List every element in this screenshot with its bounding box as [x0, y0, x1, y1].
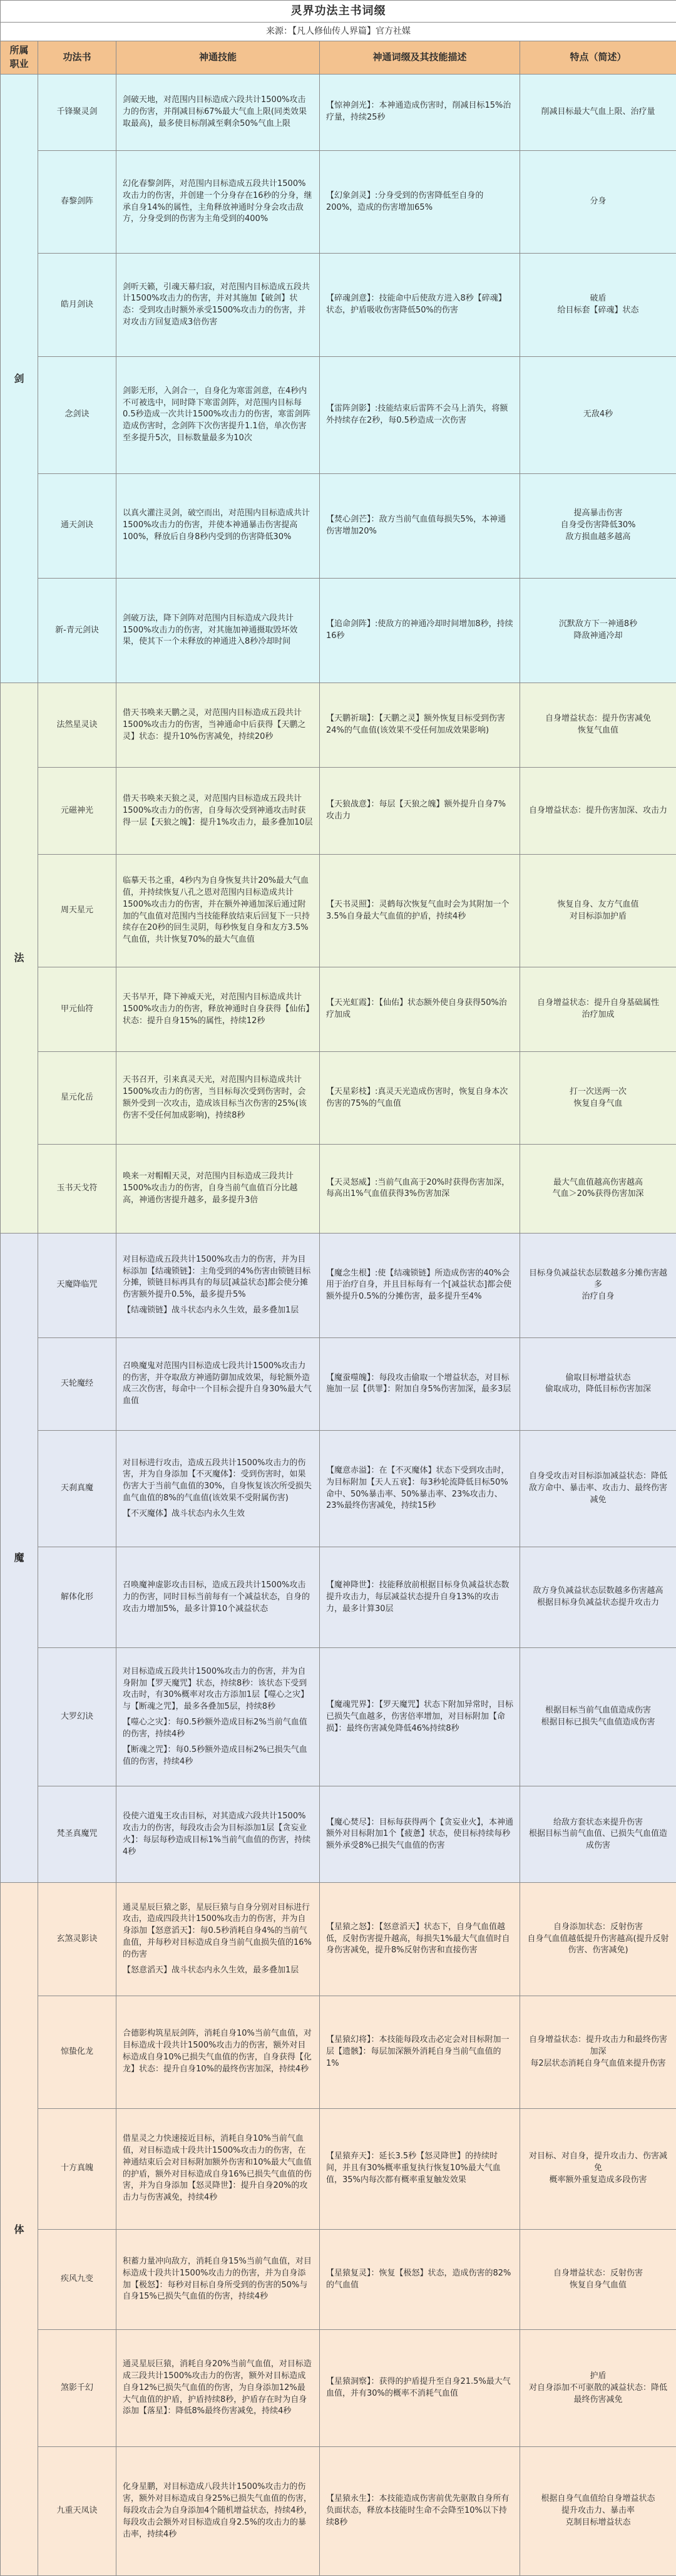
effect-line: 无敌4秒 [583, 410, 613, 420]
affix-description: 【天狼战意】：每层【天狼之魄】额外提升自身7%攻击力 [320, 768, 520, 855]
effect-summary [520, 2446, 676, 2575]
effect-summary [520, 1052, 676, 1145]
effect-line: 治疗加成 [581, 1010, 615, 1020]
effect-summary [520, 1145, 676, 1234]
table-row [1, 1145, 676, 1234]
effect-line: 对目标、对自身，提升攻击力、伤害减免 [529, 2151, 668, 2173]
affix-description: 【星猿永生】：本技能造成伤害前优先驱散自身所有负面状态，释放本技能时生命不会降至10%以下持续8秒 [320, 2446, 520, 2575]
skill-main-text: 剑破万法，降下剑阵对范围内目标造成六段共计1500%攻击力的伤害，对其施加神通摄取毁坏效果，使其下一个未释放的神通进入8秒冷却时间 [123, 613, 298, 647]
effect-line: 根据目标已损失气血值造成伤害 [541, 1718, 655, 1728]
book-name: 法然星灵诀 [38, 683, 116, 768]
skill-description [116, 1233, 320, 1337]
effect-line: 自身增益状态：提升自身基础属性 [537, 998, 660, 1008]
table-row [1, 1337, 676, 1430]
skill-extra-text: 【断魂之咒】：每0.5秒额外造成目标2%已损失气血值的伤害，持续4秒 [123, 1744, 307, 1766]
effect-line: 偷取目标增益状态 [565, 1373, 631, 1383]
book-name: 新-青元剑诀 [38, 578, 116, 683]
effect-line: 提高暴击伤害 [573, 508, 623, 518]
class-cell: 体 [1, 1883, 38, 2576]
effect-line: 克制目标增益状态 [565, 2517, 631, 2527]
book-name: 疾风九变 [38, 2229, 116, 2330]
effect-line: 自身添加状态：反射伤害 [553, 1922, 643, 1932]
table-row [1, 74, 676, 150]
effect-line: 根据自身气血值给自身增益状态 [541, 2494, 655, 2504]
effect-summary [520, 683, 676, 768]
effect-summary [520, 473, 676, 578]
effect-line: 敌方损血越多越高 [565, 532, 631, 542]
book-name: 春黎剑阵 [38, 150, 116, 254]
book-name: 天刹真魔 [38, 1430, 116, 1547]
affix-description: 【幻象剑灵】:分身受到的伤害降低至自身的200%，造成的伤害增加65% [320, 150, 520, 254]
skill-main-text: 化身星鹏，对目标造成八段共计1500%攻击力的伤害，额外对目标造成自身25%已损失气血值的伤害，每段攻击会为自身添加4个随机增益状态，持续4秒，每段攻击会额外对目标造成自身2.5%的攻击力的暴击率，持续4秒 [123, 2482, 312, 2539]
book-name: 甲元仙符 [38, 967, 116, 1052]
effect-summary [520, 357, 676, 474]
header-effect: 特点（简述） [520, 41, 676, 75]
class-cell: 剑 [1, 74, 38, 683]
effect-summary [520, 1337, 676, 1430]
header-class: 所属职业 [1, 41, 38, 75]
affix-description: 【星猿复灵】：恢复【极怒】状态，造成伤害的82%的气血值 [320, 2229, 520, 2330]
affix-description: 【天灵怒威】:当前气血高于20%时获得伤害加深，每高出1%气血值获得3%伤害加深 [320, 1145, 520, 1234]
effect-line: 自身增益状态：反射伤害 [553, 2268, 643, 2278]
effect-line: 护盾 [590, 2371, 607, 2381]
affix-description: 【天鹏祈瑞】：【天鹏之灵】额外恢复目标受到伤害24%的气血值(该效果不受任何加成效果影响) [320, 683, 520, 768]
skill-extra-text: 【不灭魔体】战斗状态内永久生效 [123, 1508, 245, 1518]
effect-summary [520, 74, 676, 150]
table-row [1, 768, 676, 855]
effect-line: 敌方身负减益状态层数越多伤害越高 [533, 1586, 663, 1596]
table-row [1, 357, 676, 474]
skill-main-text: 临摹天书之重，4秒内为自身恢复共计20%最大气血值，并持续恢复八孔之恩对范围内目标造成共计1500%攻击力的伤害，并在额外神通加深后通过附加的气血值对范围内当技能释放结束后回复下一只持续存在20秒的回生灵阴，每秒恢复自身和友方3.5%气血值，共计恢复70%的最大气血值 [123, 876, 310, 945]
table-row [1, 2446, 676, 2575]
book-name: 念剑诀 [38, 357, 116, 474]
skill-description [116, 578, 320, 683]
effect-summary [520, 855, 676, 967]
skill-description [116, 357, 320, 474]
book-name: 皓月剑诀 [38, 254, 116, 357]
affix-description: 【天书灵照】：灵鹤每次恢复气血时会为其附加一个3.5%自身最大气血值的护盾，持续4秒 [320, 855, 520, 967]
book-name: 元磁神光 [38, 768, 116, 855]
table-row [1, 2229, 676, 2330]
skill-description [116, 1648, 320, 1786]
table-row [1, 967, 676, 1052]
header-skill: 神通技能 [116, 41, 320, 75]
affix-description: 【星猿之怒】：【怒意滔天】状态下，自身气血值越低，反射伤害提升越高，每损失1%最大气血值时自身伤害减免，提升8%反射伤害和直接伤害 [320, 1883, 520, 1996]
skill-main-text: 通灵星辰巨猿，消耗自身20%当前气血值，对目标造成三段共计1500%攻击力的伤害，额外对目标造成自身12%已损失气血值的伤害，为自身添加12%最大气血值的护盾，护盾持续8秒，护盾存在时为自身添加【落星】：降低8%最终伤害减免，持续4秒 [123, 2359, 312, 2416]
table-row [1, 1996, 676, 2108]
class-cell: 魔 [1, 1233, 38, 1883]
skill-extra-text: 【结魂锁链】战斗状态内永久生效，最多叠加1层 [123, 1306, 299, 1316]
skill-main-text: 借星灵之力快速接近目标，消耗自身10%当前气血值，对目标造成十段共计1500%攻击力的伤害，在神通结束后会对目标附加额外伤害和10%最大气血值的护盾，额外对目标造成自身16%已损失气血值的伤害，并为自身添加【怒灵降世】：提升自身20%的攻击力与伤害减免，持续4秒 [123, 2134, 312, 2203]
skill-description [116, 1052, 320, 1145]
book-name: 九重天凤诀 [38, 2446, 116, 2575]
effect-summary [520, 578, 676, 683]
skill-description [116, 1996, 320, 2108]
book-name: 惊蛰化龙 [38, 1996, 116, 2108]
table-row [1, 254, 676, 357]
effect-summary [520, 2330, 676, 2447]
effect-line: 气血＞20%获得伤害加深 [552, 1189, 644, 1199]
effect-line: 自身受伤害降低30% [560, 520, 636, 530]
skill-main-text: 通灵星辰巨猿之影，星辰巨猿与自身分别对目标进行攻击，造成四段共计1500%攻击力的伤害，并为自身添加【怒意滔天】：每0.5秒消耗自身4%的当前气血值，并每秒对目标造成自身当前气血损失值的16%的伤害 [123, 1902, 312, 1959]
affix-description: 【魔蚕噬魄】：每段攻击偷取一个增益状态，对目标施加一层【供罪】：附加自身5%伤害加深，最多3层 [320, 1337, 520, 1430]
table-row [1, 1052, 676, 1145]
skill-main-text: 剑破天地，对范围内目标造成六段共计1500%攻击力的伤害，并削减目标67%最大气血上限(同类效果取最高)，最多使目标削减至剩余50%气血上限 [123, 95, 307, 128]
effect-line: 自身受攻击对目标添加减益状态：降低敌方命中、暴击率、攻击力、最终伤害减免 [529, 1471, 668, 1505]
skill-description [116, 1337, 320, 1430]
effect-line: 根据目标当前气血值造成伤害 [545, 1706, 652, 1716]
sheet-title: 灵界功法主书词缀 [1, 1, 676, 23]
effect-line: 恢复自身、友方气血值 [557, 899, 639, 909]
header-book: 功法书 [38, 41, 116, 75]
table-row [1, 2108, 676, 2229]
book-name: 煞影千幻 [38, 2330, 116, 2447]
affix-description: 【魔神降世】：技能释放前根据目标身负减益状态数提升攻击力，每层减益状态提升自身13%的攻击力，最多计算30层 [320, 1547, 520, 1648]
effect-line: 目标身负减益状态层数越多分摊伤害越多 [529, 1268, 668, 1290]
skill-main-text: 召唤魔神虚影攻击目标，造成五段共计1500%攻击力的伤害，同时目标当前每有一个减益状态，自身的攻击力增加5%，最多计算10个减益状态 [123, 1580, 310, 1614]
affix-description: 【天光虹霞】：【仙佑】状态额外使自身获得50%治疗加成 [320, 967, 520, 1052]
effect-line: 根据目标当前气血值、已损失气血值造成伤害 [529, 1829, 668, 1851]
book-name: 解体化形 [38, 1547, 116, 1648]
effect-line: 自身气血值越低提升伤害越高(提升反射伤害、伤害减免) [527, 1934, 669, 1955]
skill-description [116, 855, 320, 967]
skill-main-text: 役使六道鬼王攻击目标，对其造成六段共计1500%攻击力的伤害，每段攻击会为目标添加1层【贪妄业火】：每层每秒造成目标1%当前气血值的伤害，持续4秒 [123, 1811, 311, 1857]
table-row [1, 1233, 676, 1337]
book-name: 十方真魄 [38, 2108, 116, 2229]
effect-summary [520, 1883, 676, 1996]
skill-extra-text: 【噬心之灾】：每0.5秒额外造成目标2%当前气血值的伤害，持续4秒 [123, 1718, 307, 1739]
skill-description [116, 1145, 320, 1234]
skill-main-text: 剑听天籁，引魂天幕归寂，对范围内目标造成五段共计1500%攻击力的伤害，并对其施加【破剑】状态：受到攻击时额外承受1500%攻击力的伤害，并对攻击方回复造成3倍伤害 [123, 282, 310, 327]
effect-line: 沉默敌方下一神通8秒 [558, 619, 638, 629]
skill-description [116, 683, 320, 768]
affix-description: 【魔魂咒界】：【罗天魔咒】状态下附加异常时，目标已损失气血越多，伤害倍率增加，对目标附加【命损】：最终伤害减免降低46%持续8秒 [320, 1648, 520, 1786]
skill-main-text: 天书召开，引来真灵天光，对范围内目标造成共计1500%攻击力的伤害，当目标每次受到伤害时，会额外受到一次攻击，造成该目标当次伤害的25%(该伤害不受任何加成影响)，持续8秒 [123, 1075, 307, 1120]
effect-summary [520, 2108, 676, 2229]
skill-description [116, 967, 320, 1052]
affix-description: 【雷阵剑影】:技能结束后雷阵不会马上消失，将额外持续存在2秒，每0.5秒造成一次伤害 [320, 357, 520, 474]
book-name: 玄煞灵影诀 [38, 1883, 116, 1996]
effect-summary [520, 2229, 676, 2330]
table-row [1, 1786, 676, 1883]
table-row [1, 1648, 676, 1786]
skill-description [116, 1430, 320, 1547]
affix-description: 【惊神剑光】：本神通造成伤害时，削减目标15%治疗量，持续25秒 [320, 74, 520, 150]
book-name: 千锋聚灵剑 [38, 74, 116, 150]
effect-line: 破盾 [590, 294, 607, 304]
skill-description [116, 74, 320, 150]
book-name: 天轮魔经 [38, 1337, 116, 1430]
affix-description: 【星猿幻将】：本技能每段攻击必定会对目标附加一层【遗骸】：每层加深额外消耗自身当前气血值的1% [320, 1996, 520, 2108]
affix-description: 【焚心剑芒】：敌方当前气血值每损失5%，本神通伤害增加20% [320, 473, 520, 578]
affix-description: 【魔心焚尽】：目标每获得两个【贪妄业火】，本神通额外对目标附加1个【疲惫】状态，使目标持续每秒额外承受8%已损失气血值的伤害 [320, 1786, 520, 1883]
effect-line: 最大气血值越高伤害越高 [553, 1177, 643, 1187]
table-row [1, 1430, 676, 1547]
skill-main-text: 积蓄力量冲向敌方，消耗自身15%当前气血值，对目标造成十段共计1500%攻击力的伤害，并为自身添加【极怒】：每秒对目标自身所受到的伤害的50%与自身15%已损失气血值的伤害，持续4秒 [123, 2256, 312, 2302]
book-name: 通天剑诀 [38, 473, 116, 578]
book-name: 天魔降临咒 [38, 1233, 116, 1337]
effect-summary [520, 1996, 676, 2108]
effect-line: 恢复自身气血 [573, 1098, 623, 1108]
skill-main-text: 以真火灌注灵剑，破空而出，对范围内目标造成共计1500%攻击力的伤害，并使本神通暴击伤害提高100%，释放后自身8秒内受到的伤害降低30% [123, 508, 310, 542]
skill-main-text: 天书早开，降下神威天光，对范围内目标造成共计1500%攻击力的伤害，释放神通时自身获得【仙佑】状态：提升自身15%的属性，持续12秒 [123, 992, 310, 1026]
skill-description [116, 1547, 320, 1648]
effect-line: 分身 [590, 197, 607, 207]
effect-summary [520, 1547, 676, 1648]
skill-main-text: 对目标造成五段共计1500%攻击力的伤害，并为自身附加【罗天魔咒】状态，持续8秒：该状态下受到攻击时，有30%概率对攻击方添加1层【噬心之灾】与【断魂之咒】，最多各叠加5层，持续8秒 [123, 1666, 309, 1712]
affix-description: 【追命剑阵】:使敌方的神通冷却时间增加8秒，持续16秒 [320, 578, 520, 683]
table-row [1, 473, 676, 578]
skill-description [116, 768, 320, 855]
skill-main-text: 幻化春黎剑阵，对范围内目标造成五段共计1500%攻击力的伤害，并创建一个分身存在16秒的分身，继承自身14%的属性，主角释放神通时分身会攻击敌方，分身受到的伤害为主角受到的400% [123, 178, 312, 224]
effect-line: 恢复气血值 [578, 726, 619, 736]
effect-summary [520, 1648, 676, 1786]
skill-description [116, 473, 320, 578]
table-row [1, 855, 676, 967]
skill-main-text: 召唤魔鬼对范围内目标造成七段共计1500%攻击力的伤害，并夺取敌方神通防御加成效果，每轮额外造成三次伤害，每命中一个目标会提升自身30%最大气血值 [123, 1361, 312, 1406]
skill-description [116, 2446, 320, 2575]
effect-line: 自身增益状态：提升伤害加深、攻击力 [529, 805, 668, 815]
effect-line: 给目标套【碎魂】状态 [557, 306, 639, 316]
affix-description: 【星猿洞察】：获得的护盾提升至自身21.5%最大气血值，并有30%的概率不消耗气血值 [320, 2330, 520, 2447]
skill-extra-text: 【怒意滔天】战斗状态内永久生效，最多叠加1层 [123, 1965, 299, 1975]
effect-line: 恢复自身气血值 [570, 2280, 627, 2290]
effect-line: 对目标添加护盾 [570, 911, 627, 921]
affix-description: 【魔意赤溢】：在【不灭魔体】状态下受到攻击时，为目标附加【天人五衰】：每3秒轮流降低目标50%命中、50%暴击率、50%暴击率、23%攻击力、23%最终伤害减免，持续15秒 [320, 1430, 520, 1547]
effect-line: 治疗自身 [581, 1292, 615, 1302]
skill-description [116, 1883, 320, 1996]
table-row [1, 1547, 676, 1648]
affix-description: 【魔念生根】:使【结魂锁链】所造成伤害的40%会用于治疗自身，并且目标每有一个[减益状态]都会使额外提升0.5%的分摊伤害，最多提升至4% [320, 1233, 520, 1337]
skill-main-text: 对目标进行攻击，造成五段共计1500%攻击力的伤害，并为自身添加【不灭魔体】：受到伤害时，如果伤害大于当前气血值的30%，自身恢复该次所受损失血气血值的8%的气血值(该效果不受附属伤害) [123, 1458, 312, 1503]
source-line: 来源：【凡人修仙传人界篇】官方社媒 [1, 23, 676, 41]
skill-table-body [1, 74, 676, 2575]
affix-description: 【碎魂剑意】：技能命中后使敌方进入8秒【碎魂】状态，护盾吸收伤害降低50%的伤害 [320, 254, 520, 357]
effect-line: 根据目标身负减益状态提升攻击力 [537, 1598, 660, 1608]
skill-description [116, 2108, 320, 2229]
skill-description [116, 1786, 320, 1883]
skill-description [116, 254, 320, 357]
effect-line: 自身增益状态：提升攻击力和最终伤害加深 [529, 2034, 668, 2056]
table-row [1, 2330, 676, 2447]
table-row [1, 150, 676, 254]
skill-main-text: 合德影构筑星辰剑阵，消耗自身10%当前气血值，对目标造成十段共计1500%攻击力的伤害，额外对目标造成自身10%已损失气血值的伤害，自身获得【化龙】状态：提升自身10%的最终伤害加深，持续4秒 [123, 2029, 312, 2074]
table-row [1, 578, 676, 683]
book-name: 玉书天戈符 [38, 1145, 116, 1234]
effect-line: 偷取成功，降低目标伤害加深 [545, 1384, 652, 1394]
skill-main-text: 借天书唤来天狼之灵，对范围内目标造成五段共计1500%攻击力的伤害，自身每次受到神通攻击时获得一层【天狼之魄】：提升1%攻击力，最多叠加10层 [123, 793, 313, 827]
skill-description [116, 2330, 320, 2447]
skill-main-text: 唤来一对帽帽天灵，对范围内目标造成三段共计1500%攻击力的伤害，自身当前气血值百分比越高，神通伤害提升越多，最多提升3倍 [123, 1172, 298, 1205]
effect-line: 概率额外重复造成多段伤害 [549, 2175, 647, 2185]
effect-line: 提升攻击力、暴击率 [561, 2506, 635, 2516]
effect-line: 自身增益状态：提升伤害减免 [545, 714, 652, 724]
effect-summary [520, 768, 676, 855]
book-name: 大罗幻诀 [38, 1648, 116, 1786]
book-name: 星元化岳 [38, 1052, 116, 1145]
effect-summary [520, 1233, 676, 1337]
skill-description [116, 150, 320, 254]
effect-summary [520, 1786, 676, 1883]
effect-summary [520, 1430, 676, 1547]
effect-summary [520, 967, 676, 1052]
affix-description: 【天星彩枝】:真灵天光造成伤害时，恢复自身本次伤害的75%的气血值 [320, 1052, 520, 1145]
affix-description: 【星猿弃天】：延长3.5秒【怒灵降世】的持续时间，并且有30%概率重复执行恢复10%最大气血值，35%内每次都有概率重复触发效果 [320, 2108, 520, 2229]
effect-line: 打一次送两一次 [570, 1086, 627, 1096]
effect-line: 对自身添加不可驱散的减益状态：降低最终伤害减免 [529, 2383, 668, 2404]
class-cell: 法 [1, 683, 38, 1234]
effect-line: 给敌方套状态来提升伤害 [553, 1817, 643, 1827]
table-row [1, 683, 676, 768]
effect-line: 削减目标最大气血上限、治疗量 [541, 106, 655, 116]
effect-summary [520, 254, 676, 357]
skill-main-text: 剑影无形，入剑合一，自身化为寒雷剑意，在4秒内不可被选中，同时降下寒雷剑阵，对范围内目标每0.5秒造成一次共计1500%攻击力的伤害，寒雷剑阵造成伤害时，念剑阵下次伤害提升1.1倍，单次伤害至多提升5次，目标数量最多为10次 [123, 386, 311, 443]
table-row [1, 1883, 676, 1996]
book-name: 梵圣真魔咒 [38, 1786, 116, 1883]
skill-main-text: 对目标造成五段共计1500%攻击力的伤害，并为目标添加【结魂锁链】：主角受到的4%伤害由锁链目标分摊，锁链目标再具有的每层[减益状态]都会使分摊伤害额外提升0.5%，最多提升5% [123, 1254, 311, 1300]
header-detail: 神通词缀及其技能描述 [320, 41, 520, 75]
effect-summary [520, 150, 676, 254]
skill-main-text: 借天书唤来天鹏之灵，对范围内目标造成五段共计1500%攻击力的伤害，当神通命中后获得【天鹏之灵】状态：提升10%伤害减免，持续20秒 [123, 708, 306, 741]
effect-line: 降敌神通冷却 [573, 631, 623, 641]
skill-description [116, 2229, 320, 2330]
effect-line: 每2层状态消耗自身气血值来提升伤害 [530, 2058, 666, 2068]
book-name: 周天星元 [38, 855, 116, 967]
